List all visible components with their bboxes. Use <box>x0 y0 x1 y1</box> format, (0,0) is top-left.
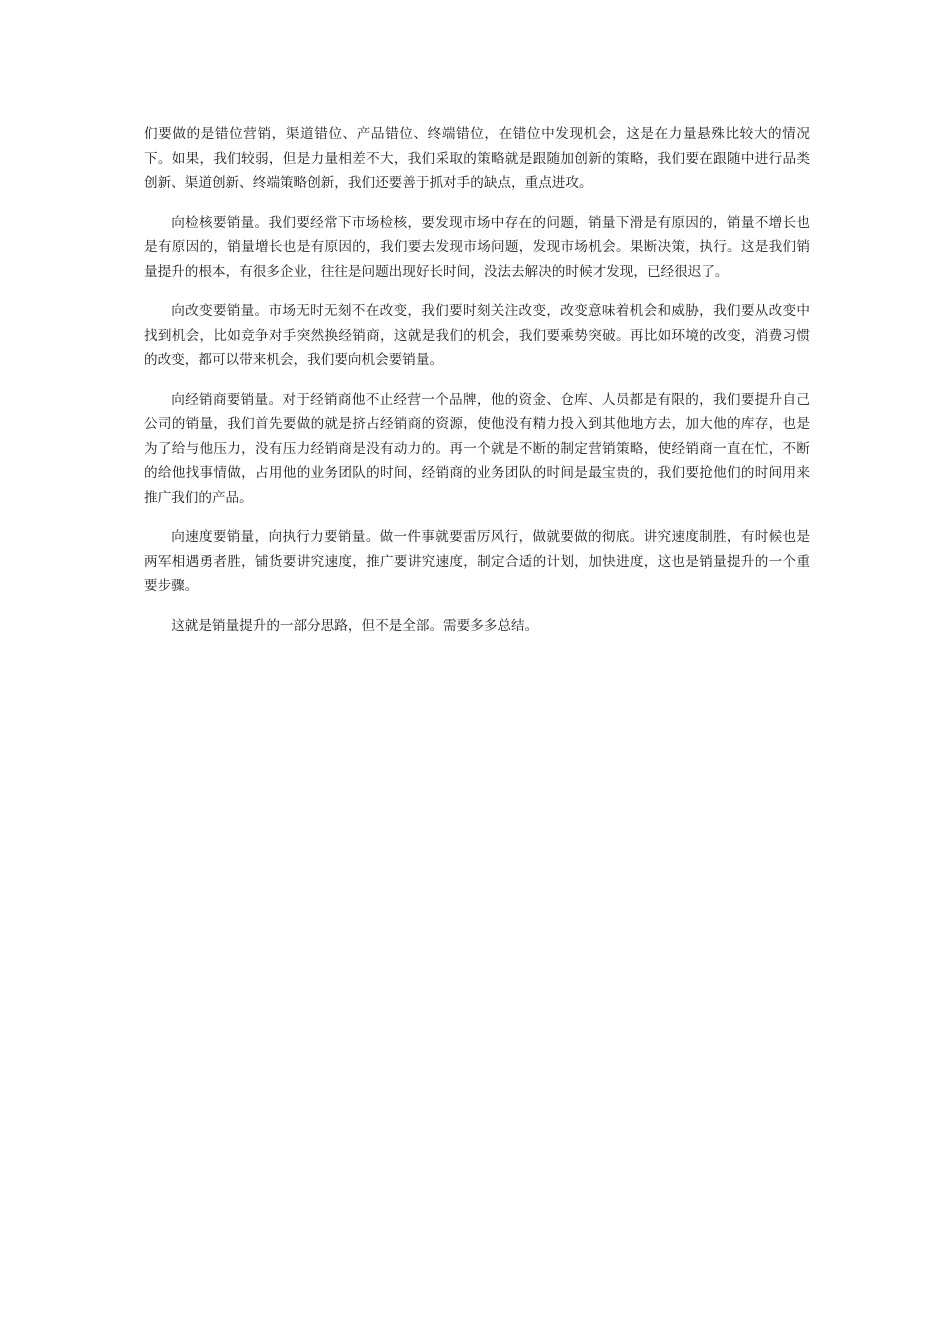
document-body <box>144 122 810 653</box>
paragraph-distributor: 向经销商要销量。对于经销商他不止经营一个品牌，他的资金、仓库、人员都是有限的，我们要提升自己公司的销量，我们首先要做的就是挤占经销商的资源，使他没有精力投入到其他地方去，加大他的库存，也是为了给与他压力，没有压力经销商是没有动力的。再一个就是不断的制定营销策略，使经销商一直在忙，不断的给他找事情做，占用他的业务团队的时间，经销商的业务团队的时间是最宝贵的，我们要抢他们的时间用来推广我们的产品。 <box>144 391 810 506</box>
paragraph-summary: 这就是销量提升的一部分思路，但不是全部。需要多多总结。 <box>171 617 539 634</box>
paragraph-inspection: 向检核要销量。我们要经常下市场检核，要发现市场中存在的问题，销量下滑是有原因的，销量不增长也是有原因的，销量增长也是有原因的，我们要去发现市场问题，发现市场机会。果断决策，执行。这是我们销量提升的根本，有很多企业，往往是问题出现好长时间，没法去解决的时候才发现，已经很迟了。 <box>144 214 810 280</box>
paragraph-continuation: 们要做的是错位营销，渠道错位、产品错位、终端错位，在错位中发现机会，这是在力量悬殊比较大的情况下。如果，我们较弱，但是力量相差不大，我们采取的策略就是跟随加创新的策略，我们要在跟随中进行品类创新、渠道创新、终端策略创新，我们还要善于抓对手的缺点，重点进攻。 <box>144 126 810 191</box>
paragraph-change: 向改变要销量。市场无时无刻不在改变，我们要时刻关注改变，改变意味着机会和威胁，我们要从改变中找到机会，比如竞争对手突然换经销商，这就是我们的机会，我们要乘势突破。再比如环境的改变，消费习惯的改变，都可以带来机会，我们要向机会要销量。 <box>144 303 810 368</box>
paragraph-speed: 向速度要销量，向执行力要销量。做一件事就要雷厉风行，做就要做的彻底。讲究速度制胜，有时候也是两军相遇勇者胜，铺货要讲究速度，推广要讲究速度，制定合适的计划，加快进度，这也是销量提升的一个重要步骤。 <box>144 529 810 594</box>
